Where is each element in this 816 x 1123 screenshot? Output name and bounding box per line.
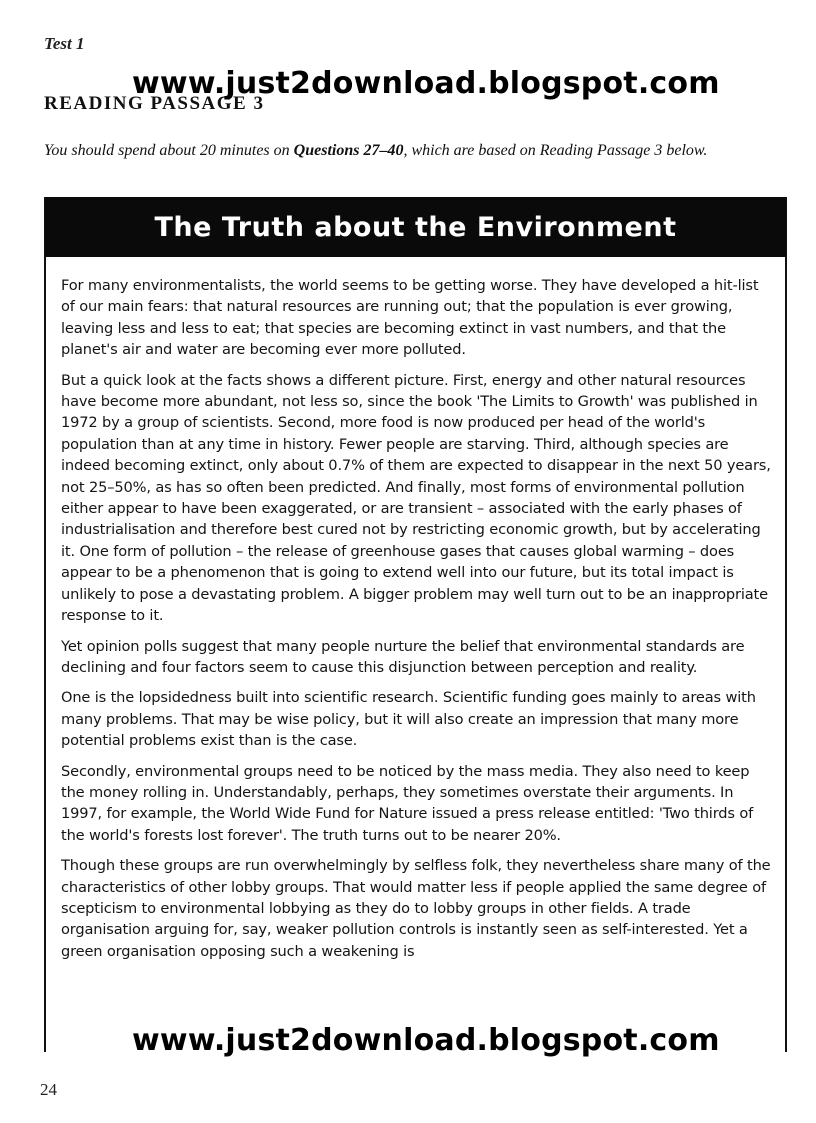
paragraph: Though these groups are run overwhelmingly by selfless folk, they nevertheless share many of the characteristics of other lobby groups. That would matter less if people applied the same degree of scepticism to environmental lobbying as they do to lobby groups in other fields. A trade organisation arguing for, say, weaker pollution controls is instantly seen as self-interested. Yet a green organisation opposing such a weakening is [61, 857, 771, 960]
watermark-top: www.just2download.blogspot.com [132, 66, 720, 101]
paragraph: Yet opinion polls suggest that many people nurture the belief that environmental standards are declining and four factors seem to cause this disjunction between perception and reality. [61, 637, 745, 676]
test-label: Test 1 [44, 34, 85, 53]
page-number: 24 [40, 1080, 57, 1099]
passage-box [44, 197, 787, 1052]
instruction-after: , which are based on Reading Passage 3 below. [403, 142, 708, 159]
article-body [46, 257, 785, 962]
passage-heading: READING PASSAGE 3 [44, 93, 265, 114]
article-title-bar [45, 197, 786, 257]
watermark-bottom: www.just2download.blogspot.com [132, 1023, 720, 1058]
article-title: The Truth about the Environment [154, 211, 677, 243]
paragraph: Secondly, environmental groups need to be noticed by the mass media. They also need to keep the money rolling in. Understandably, perhaps, they sometimes overstate their arguments. In 1997, for example, the World Wide Fund for Nature issued a press release entitled: 'Two thirds of the world's forests lost forever'. The truth turns out to be nearer 20%. [61, 762, 754, 844]
paragraph: But a quick look at the facts shows a different picture. First, energy and other natural resources have become more abundant, not less so, since the book 'The Limits to Growth' was published in 1972 by a group of scientists. Second, more food is now produced per head of the world's population than at any time in history. Fewer people are starving. Third, although species are indeed becoming extinct, only about 0.7% of them are expected to disappear in the next 50 years, not 25–50%, as has so often been predicted. And finally, most forms of environmental pollution either appear to have been exaggerated, or are transient – associated with the early phases of industrialisation and therefore best cured not by restricting economic growth, but by accelerating it. One form of pollution – the release of greenhouse gases that causes global warming – does appear to be a phenomenon that is going to extend well into our future, but its total impact is unlikely to pose a devastating problem. A bigger problem may well turn out to be an inappropriate response to it. [61, 371, 771, 625]
instruction-text [44, 141, 786, 161]
paragraph: For many environmentalists, the world seems to be getting worse. They have developed a hit-list of our main fears: that natural resources are running out; that the population is ever growing, leaving less and less to eat; that species are becoming extinct in vast numbers, and that the planet's air and water are becoming ever more polluted. [61, 277, 759, 359]
instruction-before: You should spend about 20 minutes on [44, 142, 294, 159]
instruction-questions: Questions 27–40 [293, 142, 404, 159]
paragraph: One is the lopsidedness built into scientific research. Scientific funding goes mainly to areas with many problems. That may be wise policy, but it will also create an impression that many more potential problems exist than is the case. [61, 689, 756, 750]
